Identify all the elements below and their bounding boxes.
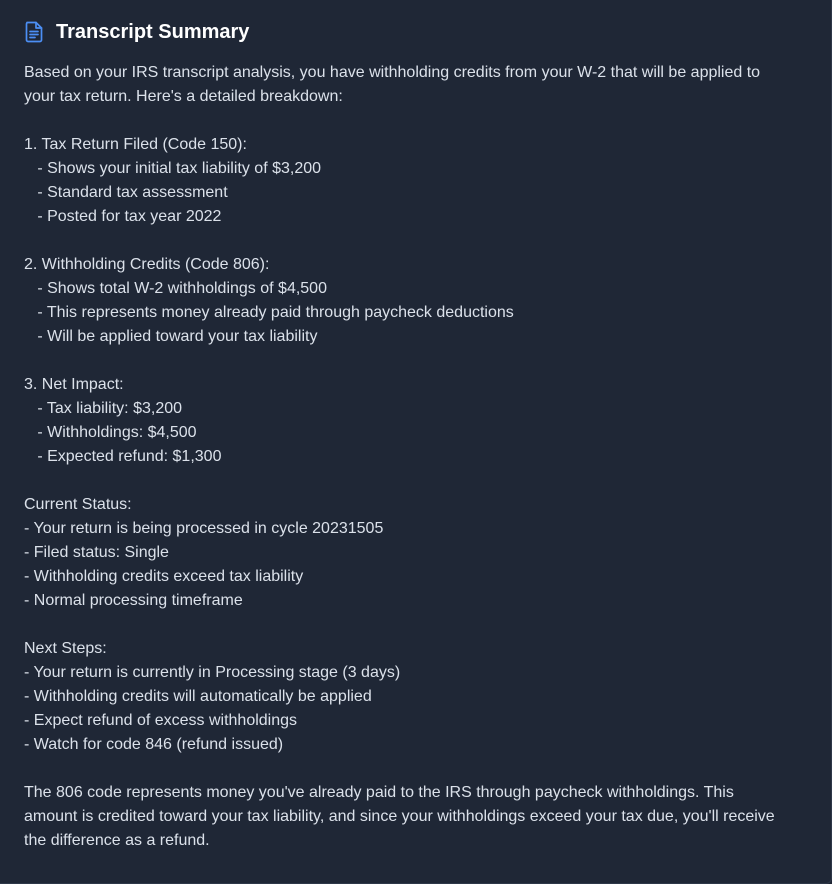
closing-line: the difference as a refund.: [24, 832, 210, 849]
document-icon: [24, 21, 44, 43]
list-item: - Will be applied toward your tax liability: [24, 328, 318, 345]
list-item: - Watch for code 846 (refund issued): [24, 736, 284, 753]
section-heading: Next Steps:: [24, 640, 107, 657]
list-item: - Expect refund of excess withholdings: [24, 712, 298, 729]
list-item: - Expected refund: $1,300: [24, 448, 222, 465]
list-item: - Tax liability: $3,200: [24, 400, 183, 417]
closing-line: amount is credited toward your tax liability, and since your withholdings exceed your tax due, you'll receive: [24, 808, 775, 825]
list-item: - Shows your initial tax liability of $3,200: [24, 160, 322, 177]
section-heading: Current Status:: [24, 496, 132, 513]
panel-header: [24, 18, 249, 46]
list-item: - Posted for tax year 2022: [24, 208, 222, 225]
panel-title: Transcript Summary: [56, 20, 250, 43]
intro-line: your tax return. Here's a detailed breakdown:: [24, 88, 343, 105]
section-heading: 1. Tax Return Filed (Code 150):: [24, 136, 247, 153]
list-item: - Your return is being processed in cycle 20231505: [24, 520, 384, 537]
list-item: - Standard tax assessment: [24, 184, 228, 201]
intro-line: Based on your IRS transcript analysis, you have withholding credits from your W-2 that will be applied to: [24, 64, 761, 81]
list-item: - Withholding credits will automatically be applied: [24, 688, 372, 705]
list-item: - This represents money already paid through paycheck deductions: [24, 304, 514, 321]
list-item: - Withholding credits exceed tax liability: [24, 568, 304, 585]
list-item: - Normal processing timeframe: [24, 592, 243, 609]
section-heading: 3. Net Impact:: [24, 376, 124, 393]
summary-body: [24, 61, 807, 853]
list-item: - Your return is currently in Processing stage (3 days): [24, 664, 401, 681]
list-item: - Withholdings: $4,500: [24, 424, 197, 441]
closing-line: The 806 code represents money you've already paid to the IRS through paycheck withholdings. This: [24, 784, 734, 801]
list-item: - Shows total W-2 withholdings of $4,500: [24, 280, 327, 297]
section-heading: 2. Withholding Credits (Code 806):: [24, 256, 270, 273]
list-item: - Filed status: Single: [24, 544, 169, 561]
